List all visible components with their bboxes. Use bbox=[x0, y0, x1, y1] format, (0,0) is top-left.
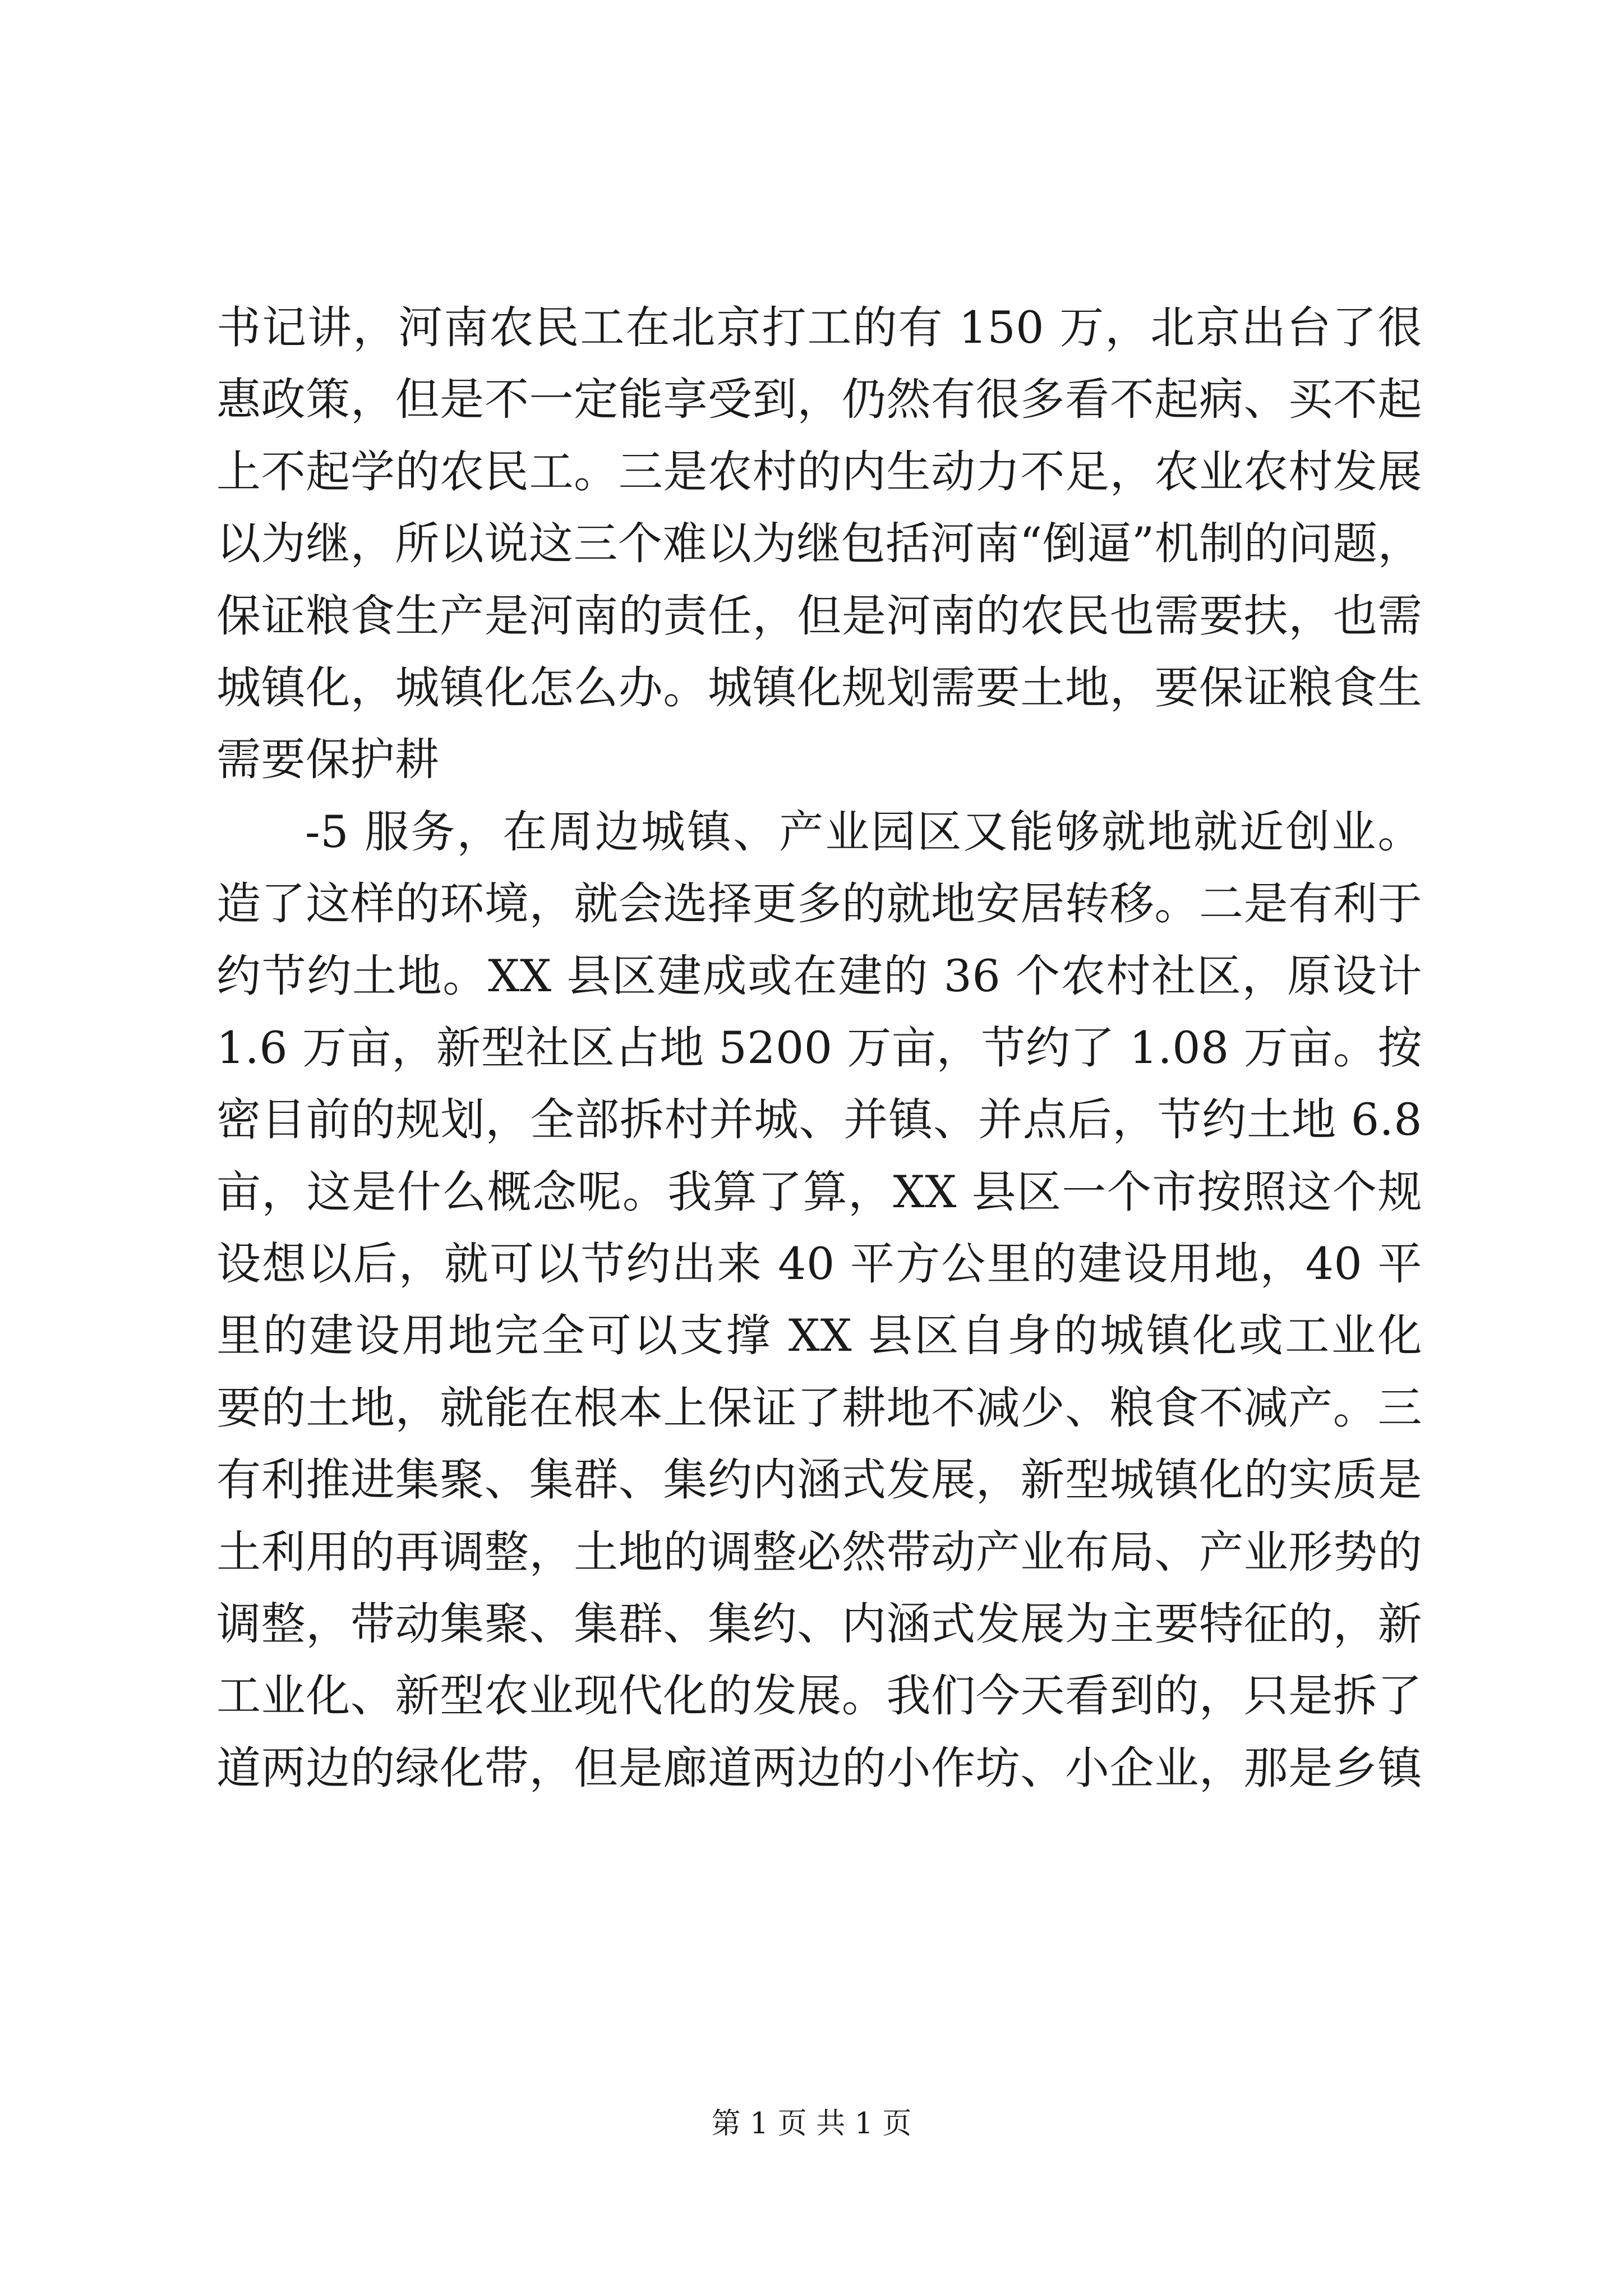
text-line: 需要保护耕 bbox=[216, 734, 440, 786]
text-line: 亩，这是什么概念呢。我算了算，XX 县区一个市按照这个规 bbox=[216, 1166, 1422, 1218]
text-line: 调整，带动集聚、集群、集约、内涵式发展为主要特征的，新 bbox=[216, 1598, 1422, 1650]
text-line: 土利用的再调整，土地的调整必然带动产业布局、产业形势的 bbox=[216, 1526, 1422, 1578]
text-line: 以为继，所以说这三个难以为继包括河南“倒逼”机制的问题， bbox=[216, 518, 1422, 570]
text-line: 约节约土地。XX 县区建成或在建的 36 个农村社区，原设计 bbox=[216, 950, 1422, 1002]
text-line: 城镇化，城镇化怎么办。城镇化规划需要土地，要保证粮食生 bbox=[216, 661, 1422, 714]
body-text bbox=[216, 292, 1422, 1804]
text-line: 要的土地，就能在根本上保证了耕地不减少、粮食不减产。三 bbox=[216, 1382, 1422, 1434]
page-footer: 第 1 页 共 1 页 bbox=[711, 2107, 912, 2141]
text-line: 上不起学的农民工。三是农村的内生动力不足，农业农村发展 bbox=[216, 445, 1422, 498]
text-line: 里的建设用地完全可以支撑 XX 县区自身的城镇化或工业化 bbox=[216, 1310, 1422, 1362]
text-line: 惠政策，但是不一定能享受到，仍然有很多看不起病、买不起 bbox=[216, 374, 1422, 426]
text-line: 保证粮食生产是河南的责任，但是河南的农民也需要扶，也需 bbox=[216, 590, 1422, 642]
text-line: 1.6 万亩，新型社区占地 5200 万亩，节约了 1.08 万亩。按 bbox=[216, 1022, 1422, 1074]
paragraph-first-line: -5 服务，在周边城镇、产业园区又能够就地就近创业。 bbox=[305, 806, 1422, 858]
text-line: 书记讲，河南农民工在北京打工的有 150 万，北京出台了很 bbox=[216, 302, 1422, 353]
text-line: 工业化、新型农业现代化的发展。我们今天看到的，只是拆了 bbox=[216, 1670, 1422, 1722]
text-line: 密目前的规划，全部拆村并城、并镇、并点后，节约土地 6.8 bbox=[216, 1094, 1422, 1146]
text-line: 设想以后，就可以节约出来 40 平方公里的建设用地，40 平 bbox=[216, 1238, 1422, 1290]
text-line: 有利推进集聚、集群、集约内涵式发展，新型城镇化的实质是 bbox=[216, 1454, 1422, 1506]
text-line: 造了这样的环境，就会选择更多的就地安居转移。二是有利于 bbox=[216, 878, 1422, 930]
text-line: 道两边的绿化带，但是廊道两边的小作坊、小企业，那是乡镇 bbox=[216, 1742, 1422, 1794]
